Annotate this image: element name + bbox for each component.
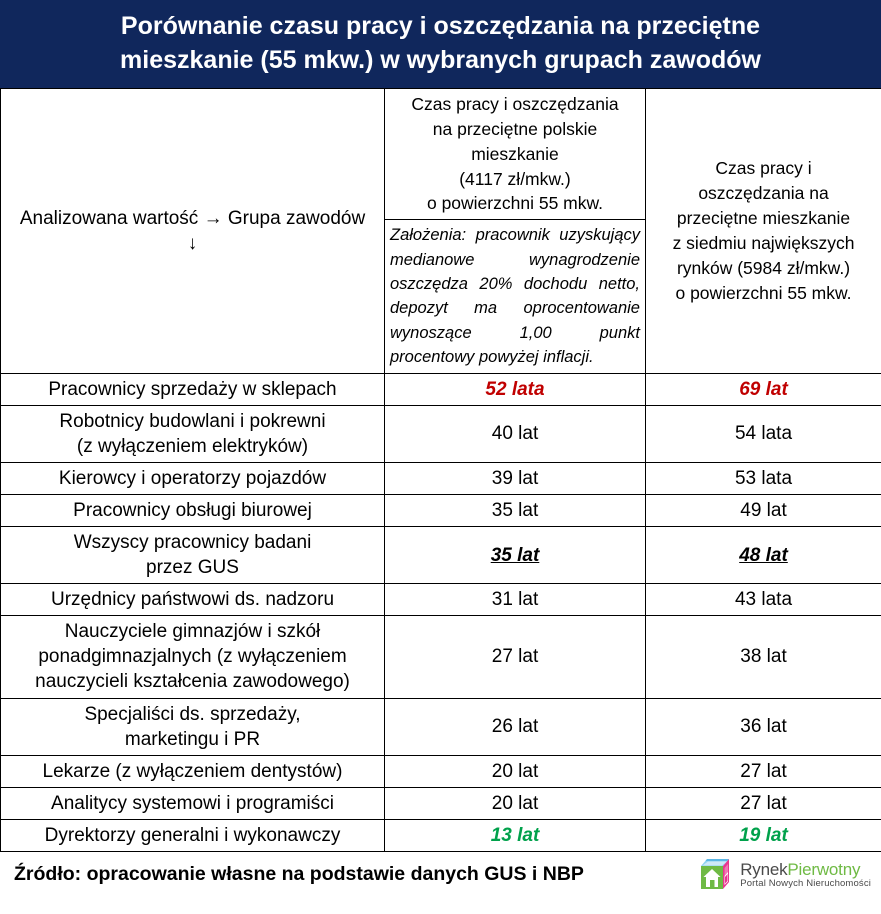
table-row <box>1 584 881 616</box>
row-value-seven-text: 19 lat <box>739 824 788 846</box>
row-value-national <box>385 584 646 616</box>
row-value-seven <box>646 616 881 698</box>
row-value-seven-text: 48 lat <box>739 544 788 566</box>
row-label <box>1 494 385 526</box>
row-label <box>1 405 385 462</box>
row-label-line: nauczycieli kształcenia zawodowego) <box>35 671 350 693</box>
comparison-table <box>0 88 881 852</box>
column-header-seven-markets <box>646 89 881 374</box>
row-value-national-text: 31 lat <box>491 589 539 611</box>
row-value-national <box>385 527 646 584</box>
column-header-seven-line-5: rynków (5984 zł/mkw.) <box>676 257 851 278</box>
column-header-national-line-3: mieszkanie <box>471 143 559 164</box>
column-header-seven-line-6: o powierzchni 55 mkw. <box>675 282 852 303</box>
footer <box>0 852 881 898</box>
table-row <box>1 698 881 755</box>
assumptions-text: Założenia: pracownik uzyskujący medianowe wynagrodzenie oszczędza 20% dochodu netto, depozyt ma oprocentowanie wynoszące 1,00 punkt procentowy powyżej inflacji. <box>385 220 646 373</box>
row-value-national <box>385 787 646 819</box>
row-value-seven <box>646 405 881 462</box>
corner-label-occupation-group: Grupa zawodów <box>227 207 366 229</box>
page-title-line-2: mieszkanie (55 mkw.) w wybranych grupach zawodów <box>120 46 761 74</box>
table-row <box>1 616 881 698</box>
table-corner-header <box>1 89 385 374</box>
row-label <box>1 755 385 787</box>
row-value-national <box>385 405 646 462</box>
row-value-seven <box>646 698 881 755</box>
row-value-national <box>385 373 646 405</box>
row-value-national-text: 13 lat <box>490 824 540 846</box>
table-row <box>1 819 881 851</box>
row-value-seven-text: 38 lat <box>740 646 787 668</box>
row-label-line: Kierowcy i operatorzy pojazdów <box>58 467 327 489</box>
row-value-seven <box>646 462 881 494</box>
row-label-line: Lekarze (z wyłączeniem dentystów) <box>42 760 343 782</box>
row-value-national <box>385 462 646 494</box>
row-value-national <box>385 616 646 698</box>
logo-subtitle: Portal Nowych Nieruchomości <box>740 878 871 890</box>
row-value-seven-text: 54 lata <box>734 423 793 445</box>
row-label-line: Pracownicy obsługi biurowej <box>73 499 312 521</box>
row-value-national-text: 35 lat <box>490 544 540 566</box>
row-value-seven-text: 53 lata <box>734 467 793 489</box>
row-label-line: ponadgimnazjalnych (z wyłączeniem <box>38 646 347 668</box>
column-header-national-line-4: (4117 zł/mkw.) <box>459 168 571 189</box>
row-value-seven <box>646 494 881 526</box>
row-value-seven-text: 27 lat <box>740 760 787 782</box>
column-header-seven-line-1: Czas pracy i <box>715 158 812 179</box>
row-label-line: przez GUS <box>146 557 239 579</box>
row-value-national-text: 35 lat <box>491 499 539 521</box>
logo-title-part-2: Pierwotny <box>787 859 861 879</box>
row-value-seven <box>646 819 881 851</box>
row-value-seven-text: 43 lata <box>734 589 793 611</box>
row-value-national <box>385 494 646 526</box>
row-label-line: Specjaliści ds. sprzedaży, <box>84 703 301 725</box>
table-header-row <box>1 89 881 220</box>
row-value-national-text: 26 lat <box>491 716 539 738</box>
row-value-seven <box>646 527 881 584</box>
row-label-line: (z wyłączeniem elektryków) <box>76 435 309 457</box>
column-header-national-line-1: Czas pracy i oszczędzania <box>411 94 619 114</box>
row-label <box>1 373 385 405</box>
row-label-line: marketingu i PR <box>124 728 261 750</box>
row-value-national-text: 52 lata <box>485 378 545 400</box>
row-label <box>1 462 385 494</box>
column-header-seven-line-2: oszczędzania na <box>698 183 829 204</box>
column-header-seven-line-4: z siedmiu największych <box>672 232 855 253</box>
rynek-pierwotny-logo[interactable] <box>697 858 875 892</box>
row-value-seven-text: 69 lat <box>739 378 788 400</box>
row-label-line: Nauczyciele gimnazjów i szkół <box>64 621 321 643</box>
logo-title <box>740 861 871 878</box>
row-label-line: Analitycy systemowi i programiści <box>51 792 334 814</box>
table-row <box>1 527 881 584</box>
row-label <box>1 819 385 851</box>
column-header-national-line-2: na przeciętne polskie <box>432 118 598 139</box>
table-row <box>1 405 881 462</box>
row-value-national-text: 40 lat <box>491 423 539 445</box>
table-row <box>1 462 881 494</box>
row-label <box>1 527 385 584</box>
row-label-line: Pracownicy sprzedaży w sklepach <box>48 378 337 400</box>
table-body <box>1 89 881 852</box>
row-label-line: Robotnicy budowlani i pokrewni <box>59 410 326 432</box>
row-value-national-text: 27 lat <box>491 646 539 668</box>
row-value-seven-text: 36 lat <box>740 716 787 738</box>
row-value-national <box>385 698 646 755</box>
page-title <box>0 0 881 88</box>
logo-text-block <box>740 861 871 889</box>
row-value-seven-text: 27 lat <box>740 792 787 814</box>
row-value-national-text: 20 lat <box>491 792 539 814</box>
logo-title-part-1: Rynek <box>740 859 788 879</box>
corner-label-analyzed-value: Analizowana wartość → <box>19 207 223 229</box>
row-value-seven <box>646 755 881 787</box>
row-value-seven <box>646 373 881 405</box>
row-value-national <box>385 755 646 787</box>
row-value-national <box>385 819 646 851</box>
row-label <box>1 584 385 616</box>
row-label-line: Wszyscy pracownicy badani <box>73 532 312 554</box>
cube-house-logo-icon <box>697 858 733 892</box>
row-value-seven <box>646 787 881 819</box>
source-note: Źródło: opracowanie własne na podstawie danych GUS i NBP <box>14 863 584 886</box>
page-title-line-1: Porównanie czasu pracy i oszczędzania na przeciętne <box>120 11 761 40</box>
row-label-line: Urzędnicy państwowi ds. nadzoru <box>50 589 335 611</box>
column-header-national <box>385 89 646 220</box>
row-value-seven-text: 49 lat <box>740 499 787 521</box>
row-value-national-text: 20 lat <box>491 760 539 782</box>
row-value-national-text: 39 lat <box>491 467 539 489</box>
column-header-national-line-5: o powierzchni 55 mkw. <box>426 193 604 214</box>
arrow-down-icon: ↓ <box>187 233 198 255</box>
table-row <box>1 373 881 405</box>
table-row <box>1 787 881 819</box>
row-value-seven <box>646 584 881 616</box>
row-label <box>1 616 385 698</box>
table-row <box>1 755 881 787</box>
row-label-line: Dyrektorzy generalni i wykonawczy <box>44 824 341 846</box>
row-label <box>1 698 385 755</box>
column-header-seven-line-3: przeciętne mieszkanie <box>676 207 851 228</box>
table-row <box>1 494 881 526</box>
row-label <box>1 787 385 819</box>
